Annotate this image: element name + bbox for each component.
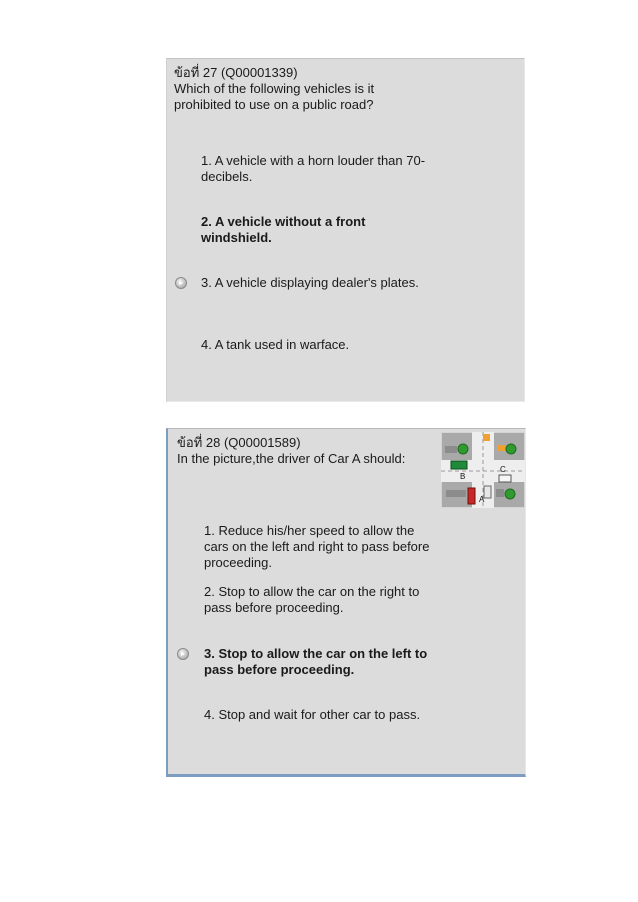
answer-option-1[interactable]: 1. Reduce his/her speed to allow the cars on the left and right to pass before proceeding. [204,523,430,570]
intersection-diagram-icon [441,432,525,508]
question-text-line: prohibited to use on a public road? [174,97,374,112]
question-28-header [177,435,405,467]
arrow-circle-icon [175,277,187,289]
answer-option-3[interactable]: 3. Stop to allow the car on the left to pass before proceeding. [204,646,428,677]
car-a-label: A [479,495,485,504]
answer-option-2[interactable]: 2. Stop to allow the car on the right to pass before proceeding. [204,584,420,615]
arrow-circle-icon [177,648,189,660]
answer-option-4[interactable]: 4. Stop and wait for other car to pass. [204,707,421,722]
car-b-label: B [460,472,466,481]
answer-option-1[interactable]: 1. A vehicle with a horn louder than 70- decibels. [201,153,426,184]
question-text-line: Which of the following vehicles is it [174,81,375,96]
question-27-header [174,65,374,113]
answer-option-4[interactable]: 4. A tank used in warface. [201,337,350,352]
question-number: ข้อที่ 28 (Q00001589) [177,435,301,450]
question-number: ข้อที่ 27 (Q00001339) [174,65,298,80]
answer-option-2[interactable]: 2. A vehicle without a front windshield. [201,214,366,245]
question-27-panel [166,58,525,402]
question-28-panel [166,428,526,777]
answer-option-3[interactable]: 3. A vehicle displaying dealer's plates. [201,275,419,290]
question-text-line: In the picture,the driver of Car A should: [177,451,406,466]
car-c-label: C [500,465,506,474]
